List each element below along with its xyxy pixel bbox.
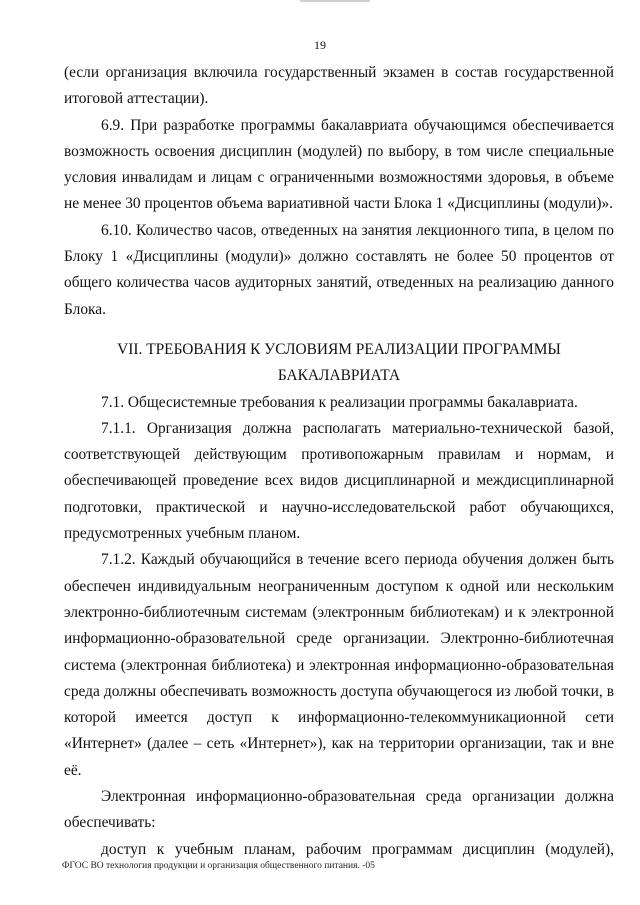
section-heading-line-2: БАКАЛАВРИАТА: [277, 367, 401, 385]
section-heading-line-1: VII. ТРЕБОВАНИЯ К УСЛОВИЯМ РЕАЛИЗАЦИИ ПРОГРАММЫ: [117, 340, 561, 358]
paragraph-6-9: 6.9. При разработке программы бакалавриата обучающимся обеспечивается возможность освоения дисциплин (модулей) по выбору, в том числе специальные условия инвалидам и лицам с ограниченными возможностями здоровья, в объеме не менее 30 процентов объема вариативной части Блока 1 «Дисциплины (модули)».: [64, 116, 614, 213]
page-number: 19: [314, 38, 326, 52]
page-footer: ФГОС ВО технология продукции и организация общественного питания. -05: [62, 861, 375, 871]
paragraph-eios: Электронная информационно-образовательная среда организации должна обеспечивать:: [64, 788, 614, 832]
paragraph-7-1-2: 7.1.2. Каждый обучающийся в течение всего периода обучения должен быть обеспечен индивидуальным неограниченным доступом к одной или нескольким электронно-библиотечным системам (электронным библиотекам) и к электронной информационно-образовательной среде организации. Электронно-библиотечная система (электронная библиотека) и электронная информационно-образовательная среда должны обеспечивать возможность доступа обучающегося из любой точки, в которой имеется доступ к информационно-телекоммуникационной сети «Интернет» (далее – сеть «Интернет»), как на территории организации, так и вне её.: [64, 551, 614, 779]
paragraph-7-1-1: 7.1.1. Организация должна располагать материально-технической базой, соответствующей действующим противопожарным правилам и нормам, и обеспечивающей проведение всех видов дисциплинарной и междисциплинарной подготовки, практической и научно-исследовательской работ обучающихся, предусмотренных учебным планом.: [64, 419, 614, 543]
paragraph-7-1: 7.1. Общесистемные требования к реализации программы бакалавриата.: [101, 393, 578, 411]
paragraph-continuation: (если организация включила государственный экзамен в состав государственной итоговой аттестации).: [64, 64, 614, 108]
document-body: [64, 60, 614, 863]
section-heading: [64, 337, 614, 390]
paragraph-6-10: 6.10. Количество часов, отведенных на занятия лекционного типа, в целом по Блоку 1 «Дисциплины (модули)» должно составлять не более 50 процентов от общего количества часов аудиторных занятий, отведенных на реализацию данного Блока.: [64, 221, 614, 318]
paragraph-access: доступ к учебным планам, рабочим программам дисциплин (модулей),: [101, 840, 614, 858]
top-edge-rule: [300, 0, 370, 2]
